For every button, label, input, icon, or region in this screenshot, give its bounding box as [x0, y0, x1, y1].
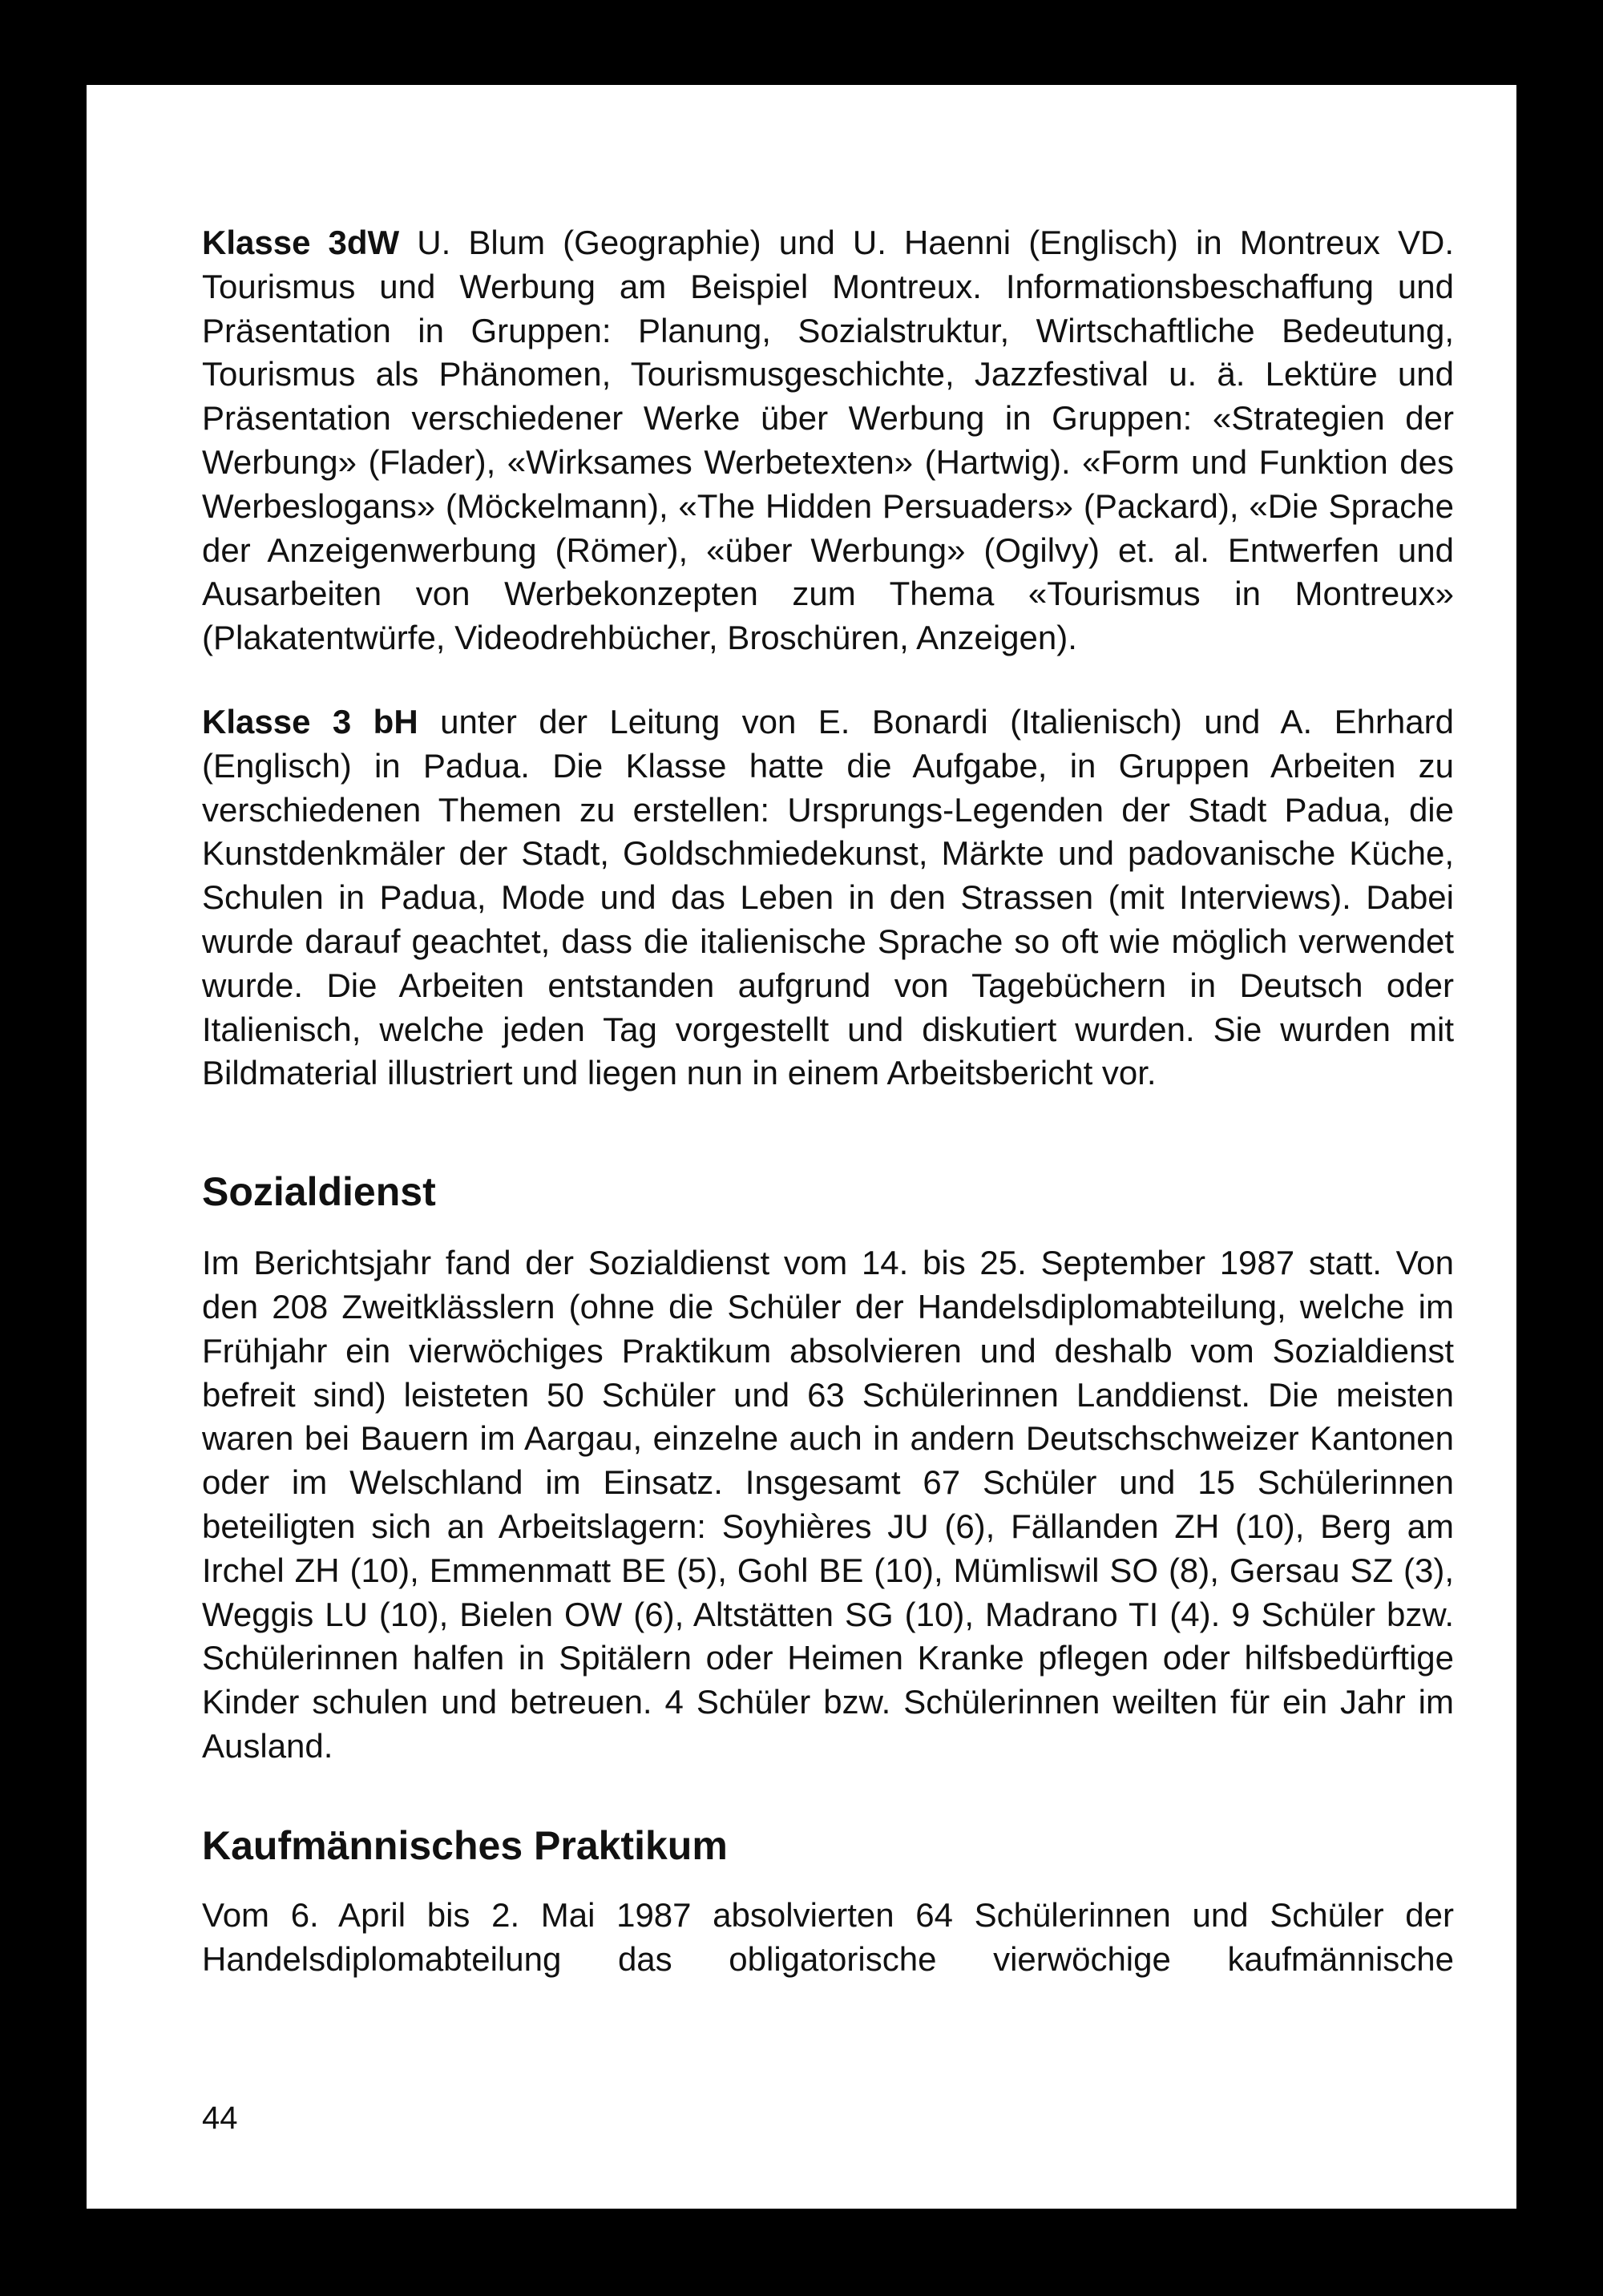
heading-kaufmaennisches-praktikum: Kaufmännisches Praktikum	[202, 1822, 728, 1868]
document-page	[87, 85, 1516, 2209]
paragraph-sozialdienst: Im Berichtsjahr fand der Sozialdienst vom 14. bis 25. September 1987 statt. Von den 208 Zweitklässlern (ohne die Schüler der Handelsdiplomabteilung, welche im Frühjahr ein vierwöchiges Praktikum absolvieren und deshalb vom Sozialdienst befreit sind) leisteten 50 Schüler und 63 Schülerinnen Landdienst. Die meisten waren bei Bauern im Aargau, einzelne auch in andern Deutschschweizer Kantonen oder im Welschland im Einsatz. Insgesamt 67 Schüler und 15 Schülerinnen beteiligten sich an Arbeitslagern: Soyhières JU (6), Fällanden ZH (10), Berg am Irchel ZH (10), Emmenmatt BE (5), Gohl BE (10), Mümliswil SO (8), Gersau SZ (3), Weggis LU (10), Bielen OW (6), Altstätten SG (10), Madrano TI (4). 9 Schüler bzw. Schülerinnen halfen in Spitälern oder Heimen Kranke pflegen oder hilfsbedürftige Kinder schulen und betreuen. 4 Schüler bzw. Schülerinnen weilten für ein Jahr im Ausland.	[202, 1244, 1454, 1765]
heading-sozialdienst: Sozialdienst	[202, 1169, 436, 1215]
paragraph-praktikum: Vom 6. April bis 2. Mai 1987 absolvierten 64 Schülerinnen und Schüler der Handelsdiplomabteilung das obligatorische vierwöchige kaufmännische	[202, 1895, 1454, 1978]
class-label-3bh: Klasse 3 bH	[202, 702, 418, 740]
class-label-3dw: Klasse 3dW	[202, 224, 400, 261]
paragraph-klasse-3bh	[202, 700, 1454, 1096]
paragraph-text-3dw: U. Blum (Geographie) und U. Haenni (Englisch) in Montreux VD. Tourismus und Werbung am Beispiel Montreux. Informationsbeschaffung und Präsentation in Gruppen: Planung, Sozialstruktur, Wirtschaftliche Bedeutung, Tourismus als Phänomen, Tourismusgeschichte, Jazzfestival u. ä. Lektüre und Präsentation verschiedener Werke über Werbung in Gruppen: «Strategien der Werbung» (Flader), «Wirksames Werbetexten» (Hartwig). «Form und Funktion des Werbeslogans» (Möckelmann), «The Hidden Persuaders» (Packard), «Die Sprache der Anzeigenwerbung (Römer), «über Werbung» (Ogilvy) et. al. Entwerfen und Ausarbeiten von Werbekonzepten zum Thema «Tourismus in Montreux» (Plakatentwürfe, Videodrehbücher, Broschüren, Anzeigen).	[202, 224, 1454, 657]
paragraph-klasse-3dw	[202, 221, 1454, 660]
page-content	[202, 221, 1454, 1981]
page-number: 44	[202, 2100, 238, 2136]
paragraph-text-3bh: unter der Leitung von E. Bonardi (Italienisch) und A. Ehrhard (Englisch) in Padua. Die Klasse hatte die Aufgabe, in Gruppen Arbeiten zu verschiedenen Themen zu erstellen: Ursprungs-Legenden der Stadt Padua, die Kunstdenkmäler der Stadt, Goldschmiedekunst, Märkte und padovanische Küche, Schulen in Padua, Mode und das Leben in den Strassen (mit Interviews). Dabei wurde darauf geachtet, dass die italienische Sprache so oft wie möglich verwendet wurde. Die Arbeiten entstanden aufgrund von Tagebüchern in Deutsch oder Italienisch, welche jeden Tag vorgestellt und diskutiert wurden. Sie wurden mit Bildmaterial illustriert und liegen nun in einem Arbeitsbericht vor.	[202, 702, 1454, 1092]
